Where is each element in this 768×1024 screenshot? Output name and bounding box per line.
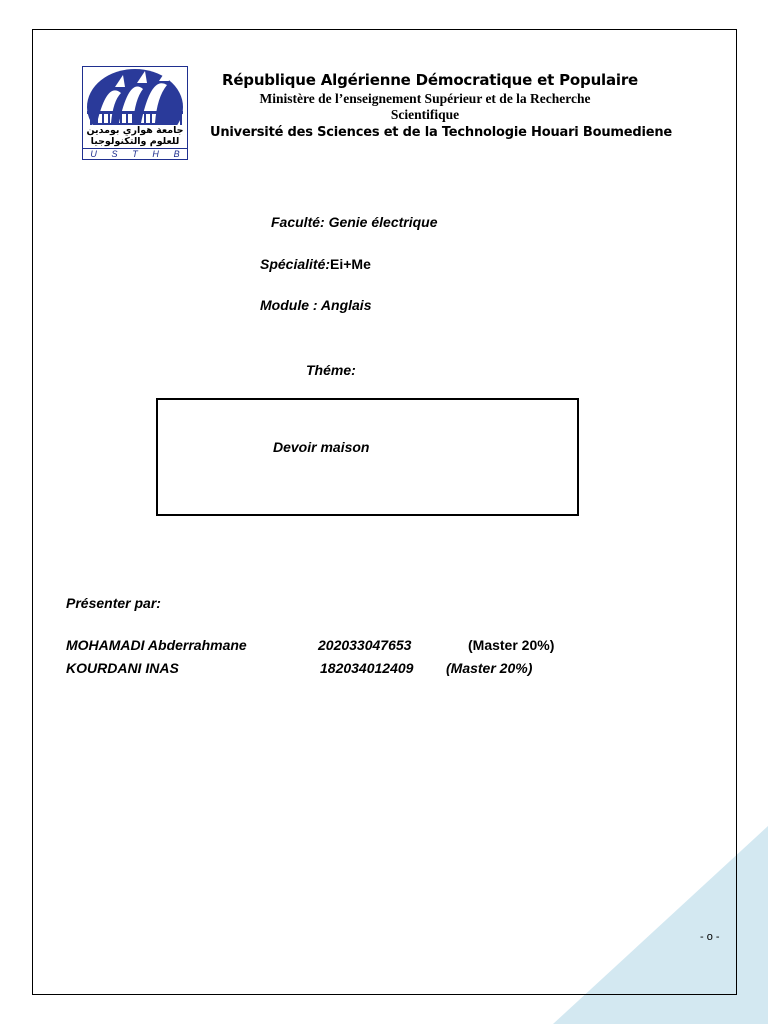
student-level: (Master 20%) xyxy=(446,660,533,676)
logo-letter: S xyxy=(111,149,118,159)
theme-title: Devoir maison xyxy=(273,439,370,455)
logo-letter: T xyxy=(132,149,138,159)
logo-arabic-text: جامعة هواري بومدين للعلوم والتكنولوجيا xyxy=(86,125,184,147)
ministere-heading: Ministère de l’enseignement Supérieur et de la Recherche Scientifique xyxy=(259,91,591,122)
theme-box xyxy=(156,398,579,516)
module-field: Module : Anglais xyxy=(260,297,372,313)
specialite-label: Spécialité: xyxy=(260,256,331,272)
logo-letters xyxy=(83,148,187,160)
universite-heading: Université des Sciences et de la Technologie Houari Boumediene xyxy=(210,125,672,140)
republique-heading: République Algérienne Démocratique et Populaire xyxy=(221,71,639,89)
logo-letter: H xyxy=(152,149,159,159)
page-number: - o - xyxy=(700,931,720,943)
student-name: KOURDANI INAS xyxy=(66,660,179,676)
student-level: (Master 20%) xyxy=(468,637,555,653)
student-id: 182034012409 xyxy=(320,660,414,676)
university-logo xyxy=(82,66,188,160)
faculte-field: Faculté: Genie électrique xyxy=(271,214,438,230)
specialite-value: Ei+Me xyxy=(330,256,371,272)
logo-letter: U xyxy=(90,149,97,159)
student-id: 202033047653 xyxy=(318,637,412,653)
logo-letter: B xyxy=(173,149,180,159)
student-name: MOHAMADI Abderrahmane xyxy=(66,637,247,653)
specialite-field xyxy=(260,256,371,272)
presenter-label: Présenter par: xyxy=(66,595,161,611)
theme-label: Théme: xyxy=(306,362,356,378)
usthb-emblem-icon xyxy=(83,67,187,125)
